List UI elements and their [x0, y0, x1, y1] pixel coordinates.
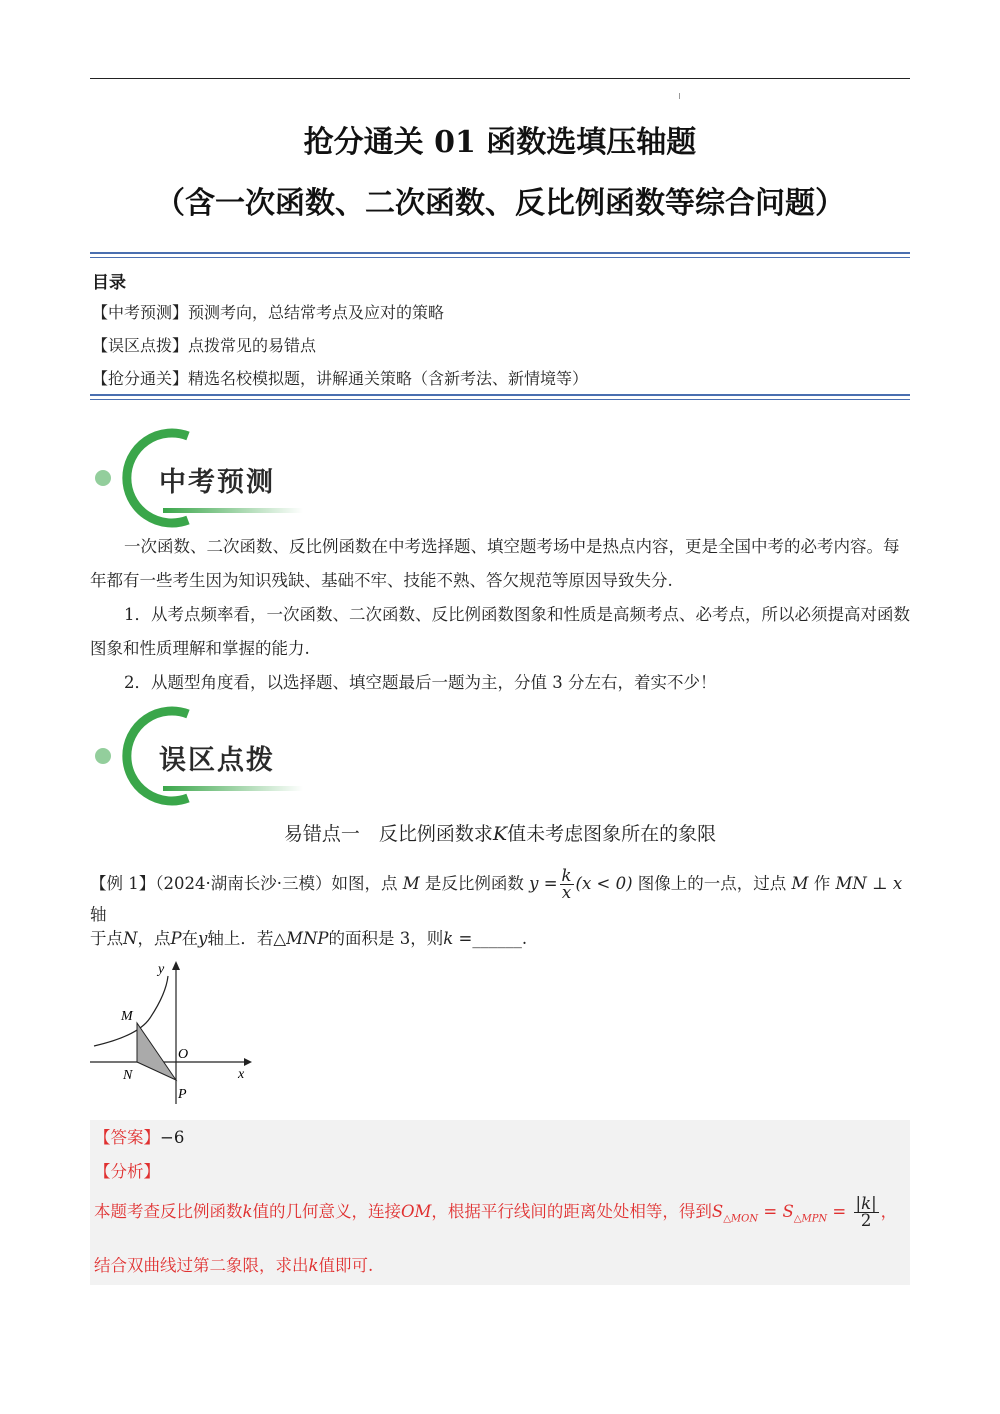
- analysis-text: ，: [880, 1202, 898, 1221]
- pitfall-heading-var: K: [492, 823, 508, 845]
- header-rule: [90, 78, 910, 79]
- example-text: .: [521, 929, 528, 948]
- toc-item[interactable]: 【中考预测】预测考向，总结常考点及应对的策略: [92, 303, 445, 322]
- var-p: P: [170, 929, 182, 948]
- var-n: N: [123, 929, 138, 948]
- fraction-numerator: k: [561, 866, 572, 885]
- example-line-2: [90, 925, 912, 949]
- var-k: k: [242, 1202, 253, 1221]
- forecast-p2: 1．从考点频率看，一次函数、二次函数、反比例函数图象和性质是高频考点、必考点，所以必须提高对函数图象和性质理解和掌握的能力.: [90, 605, 910, 658]
- forecast-p1: 一次函数、二次函数、反比例函数在中考选择题、填空题考场中是热点内容，更是全国中考的必考内容。每年都有一些考生因为知识残缺、基础不牢、技能不熟、答欠规范等原因导致失分.: [90, 537, 900, 590]
- domain-condition: (x < 0): [575, 874, 633, 893]
- fraction-abs-k-over-2: [854, 1196, 879, 1229]
- label-m: M: [121, 1009, 133, 1024]
- example-text: ，点: [137, 929, 171, 948]
- var-k: k: [308, 1256, 319, 1275]
- analysis-line-2: [94, 1252, 373, 1276]
- var-m: M: [402, 874, 420, 893]
- var-mn: MN: [835, 874, 867, 893]
- answer-value: −6: [160, 1128, 185, 1147]
- label-n: N: [123, 1068, 133, 1083]
- example-text: 于点: [90, 929, 123, 948]
- area-symbol: S: [711, 1202, 724, 1221]
- page-subtitle: （含一次函数、二次函数、反比例函数等综合问题）: [155, 186, 845, 221]
- answer-label: 【答案】: [94, 1128, 160, 1147]
- example-text: 的面积是 3，则: [328, 929, 444, 948]
- area-subscript: △MPN: [793, 1213, 828, 1225]
- equals-sign: =: [827, 1202, 852, 1221]
- label-o: O: [178, 1047, 189, 1062]
- example-text: 轴上．若△: [207, 929, 287, 948]
- var-mnp: MNP: [286, 929, 329, 948]
- fraction-denominator: x: [561, 883, 572, 902]
- analysis-label: 【分析】: [94, 1162, 160, 1181]
- area-symbol: S: [782, 1202, 794, 1221]
- divider-top: [90, 252, 910, 258]
- pitfall-heading-suffix: 值未考虑图象所在的象限: [507, 823, 717, 845]
- example-text: 是反比例函数: [424, 874, 524, 893]
- pitfall-heading: [0, 819, 1000, 846]
- perp-symbol: ⊥: [872, 874, 888, 893]
- var-y: y: [198, 929, 208, 948]
- var-om: OM: [401, 1202, 432, 1221]
- fraction-k-over-x: [560, 868, 574, 901]
- forecast-p3: 2．从题型角度看，以选择题、填空题最后一题为主，分值 3 分左右，着实不少！: [124, 673, 717, 692]
- var-x: x: [892, 874, 903, 893]
- example-line-1: [90, 868, 912, 925]
- analysis-text: 本题考查反比例函数: [94, 1202, 243, 1221]
- var-m: M: [791, 874, 809, 893]
- fraction-denominator: 2: [860, 1211, 872, 1230]
- forecast-text: [90, 530, 910, 700]
- fraction-numerator: |k|: [855, 1194, 877, 1213]
- equation-y: y =: [529, 874, 558, 893]
- section-title-pitfall: 误区点拨: [159, 745, 275, 776]
- pitfall-heading-prefix: 易错点一 反比例函数求: [283, 823, 493, 845]
- analysis-line-1: [94, 1196, 897, 1229]
- analysis-text: 值的几何意义，连接: [252, 1202, 401, 1221]
- area-subscript: △MON: [723, 1213, 759, 1225]
- equals-sign: =: [758, 1202, 783, 1221]
- analysis-text: 值即可.: [318, 1256, 374, 1275]
- page-title: 抢分通关 01 函数选填压轴题: [303, 125, 697, 160]
- hyperbola-figure: [88, 958, 258, 1108]
- example-label: 【例 1】: [90, 874, 156, 893]
- section-badge-pitfall: [93, 706, 323, 806]
- toc-item[interactable]: 【抢分通关】精选名校模拟题，讲解通关策略（含新考法、新情境等）: [92, 369, 589, 388]
- label-x: x: [238, 1067, 245, 1082]
- analysis-text: 结合双曲线过第二象限，求出: [94, 1256, 309, 1275]
- example-source: （2024·湖南长沙·三模）如图，点: [155, 874, 398, 893]
- analysis-text: ，根据平行线间的距离处处相等，得到: [431, 1202, 712, 1221]
- divider-bottom: [90, 394, 910, 400]
- label-y: y: [158, 962, 165, 977]
- var-k: k =: [443, 929, 473, 948]
- example-text: 在: [181, 929, 199, 948]
- page-mark: [679, 93, 680, 99]
- section-badge-forecast: [93, 428, 323, 528]
- label-p: P: [178, 1087, 187, 1102]
- toc-item[interactable]: 【误区点拨】点拨常见的易错点: [92, 336, 317, 355]
- section-title-forecast: 中考预测: [159, 467, 275, 498]
- answer-line: [94, 1124, 184, 1148]
- example-text: 作: [813, 874, 831, 893]
- toc-heading: 目录: [92, 273, 126, 293]
- example-text: 图像上的一点，过点: [637, 874, 787, 893]
- answer-blank: ______: [472, 929, 522, 948]
- example-text: 轴: [90, 905, 107, 924]
